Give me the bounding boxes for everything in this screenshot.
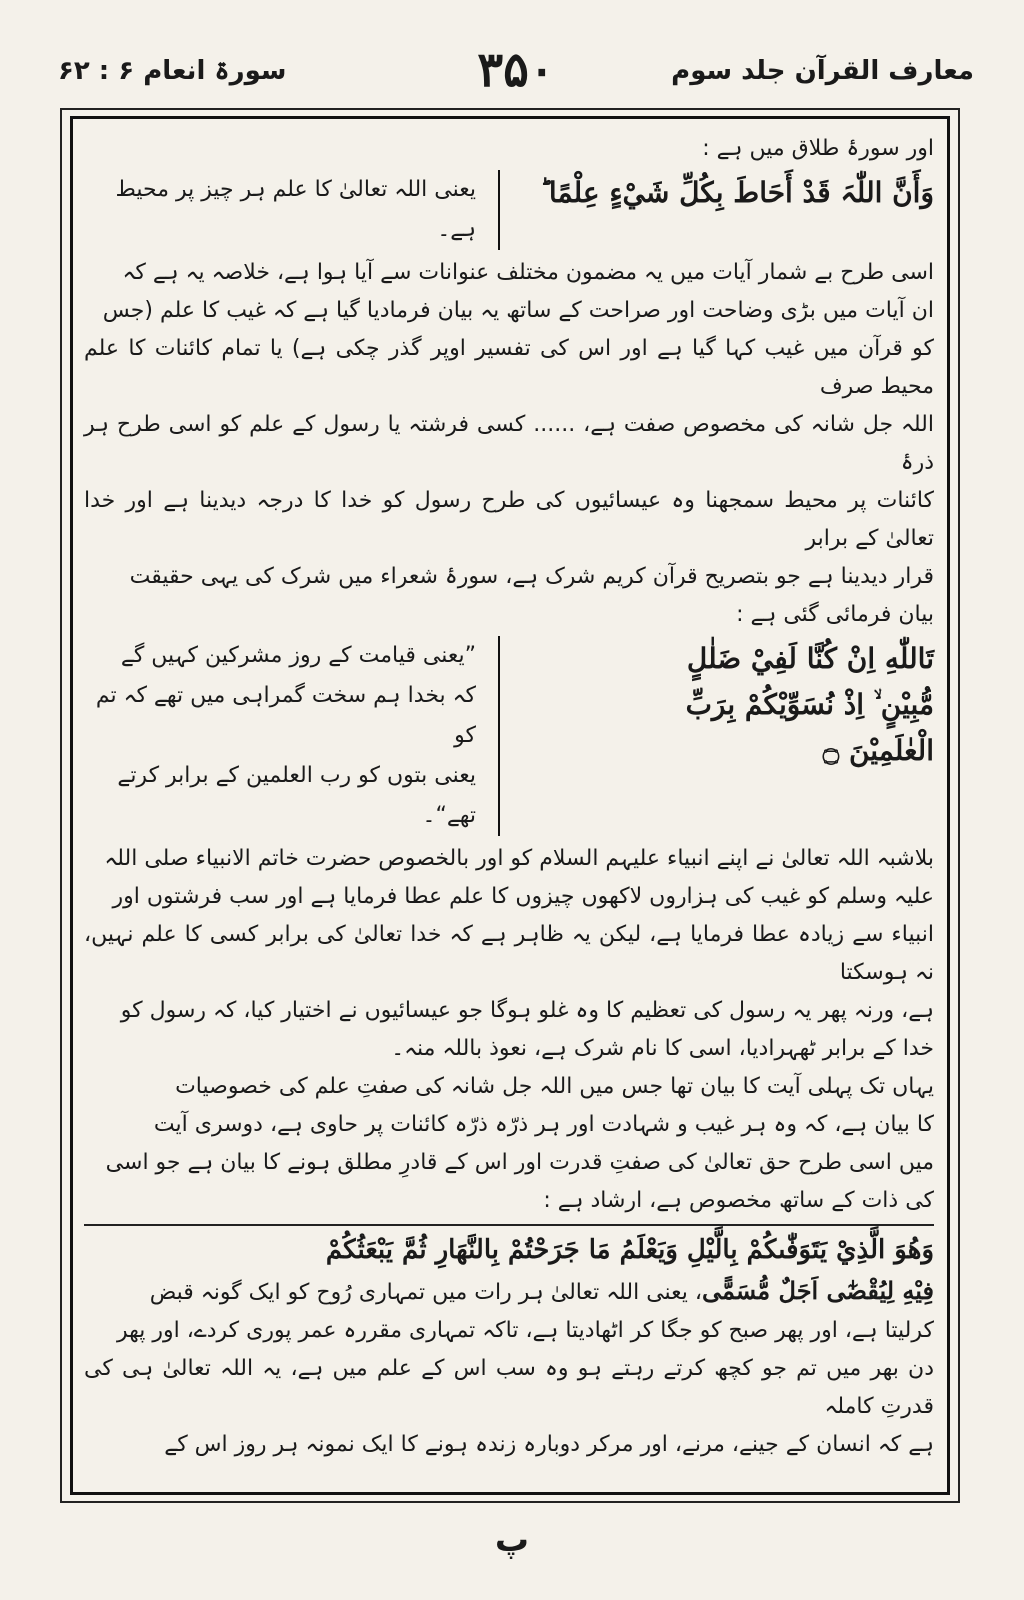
translation-line: ”یعنی قیامت کے روز مشرکین کہیں گے bbox=[120, 643, 476, 668]
paragraph-line bbox=[84, 1272, 934, 1312]
intro-line: اور سورۂ طلاق میں ہے : bbox=[702, 136, 934, 161]
verse-arabic-line: تَاللّٰهِ اِنْ كُنَّا لَفِيْ ضَلٰلٍ bbox=[686, 642, 934, 675]
running-header bbox=[58, 42, 974, 108]
paragraph-line: کو قرآن میں غیب کہا گیا ہے اور اس کی تفسیر اوپر گذر چکی ہے) یا تمام کائنات کا علم محیط صرف bbox=[84, 336, 934, 399]
page-number: ۳۵۰ bbox=[477, 42, 555, 98]
verse-translation-1: یعنی اللہ تعالیٰ کا علم ہر چیز پر محیط ہے۔ bbox=[115, 177, 476, 242]
verse-arabic-3: وَهُوَ الَّذِيْ يَتَوَفّٰىكُمْ بِالَّيْلِ وَيَعْلَمُ مَا جَرَحْتُمْ بِالنَّهَارِ ثُمَّ يَبْعَثُكُمْ bbox=[84, 1224, 934, 1272]
verse-arabic-2 bbox=[498, 636, 934, 836]
verse-arabic-line: مُّبِيْنٍ ۙ اِذْ نُسَوِّيْكُمْ بِرَبِّ bbox=[685, 688, 934, 721]
paragraph-line: اللہ جل شانہ کی مخصوص صفت ہے، ...... کسی فرشتہ یا رسول کے علم کو اسی طرح ہر ذرۂ bbox=[84, 412, 934, 475]
paragraph-line: قرار دیدینا ہے جو بتصریح قرآن کریم شرک ہے، سورۂ شعراء میں شرک کی یہی حقیقت bbox=[129, 564, 934, 589]
paragraph-line: دن بھر میں تم جو کچھ کرتے رہتے ہو وہ سب اس کے علم میں ہے، یہ اللہ تعالیٰ ہی کی قدرتِ کاملہ bbox=[84, 1356, 934, 1419]
verse-arabic-line: الْعٰلَمِيْنَ ۝ bbox=[822, 734, 934, 767]
paragraph-line: کا بیان ہے، کہ وہ ہر غیب و شہادت اور ہر ذرّہ ذرّہ کائنات پر حاوی ہے، دوسری آیت bbox=[153, 1112, 934, 1137]
paragraph-line: ہے کہ انسان کے جینے، مرنے، اور مرکر دوبارہ زندہ ہونے کا ایک نمونہ ہر روز اس کے bbox=[164, 1432, 934, 1457]
book-title: معارف القرآن جلد سوم bbox=[671, 56, 974, 86]
page-body bbox=[84, 130, 934, 1464]
paragraph-line: ہے، ورنہ پھر یہ رسول کی تعظیم کا وہ غلو ہوگا جو عیسائیوں نے اختیار کیا، کہ رسول کو bbox=[120, 998, 934, 1023]
translation-start: ، یعنی اللہ تعالیٰ ہر رات میں تمہاری رُوح کو ایک گونہ قبض bbox=[149, 1280, 703, 1305]
paragraph-line: کائنات پر محیط سمجھنا وہ عیسائیوں کی طرح رسول کو خدا کا درجہ دیدینا ہے اور خدا تعالیٰ کے برابر bbox=[84, 488, 934, 551]
paragraph-line: کی ذات کے ساتھ مخصوص ہے، ارشاد ہے : bbox=[543, 1188, 934, 1213]
paragraph-line: یہاں تک پہلی آیت کا بیان تھا جس میں اللہ جل شانہ کی صفتِ علم کی خصوصیات bbox=[175, 1074, 934, 1099]
signature-mark: پ bbox=[494, 1520, 530, 1560]
paragraph-line: میں اسی طرح حق تعالیٰ کی صفتِ قدرت اور اس کے قادرِ مطلق ہونے کا بیان ہے جو اسی bbox=[105, 1150, 934, 1175]
paragraph-line: اسی طرح بے شمار آیات میں یہ مضمون مختلف عنوانات سے آیا ہوا ہے، خلاصہ یہ ہے کہ bbox=[122, 260, 934, 285]
paragraph-line: انبیاء سے زیادہ عطا فرمایا ہے، لیکن یہ ظاہر ہے کہ خدا تعالیٰ کی برابر کسی کا علم نہیں، نہ ہوسکتا bbox=[84, 922, 934, 985]
paragraph-line: خدا کے برابر ٹھہرادیا، اسی کا نام شرک ہے، نعوذ باللہ منہ۔ bbox=[391, 1036, 934, 1061]
surah-reference: سورۃ انعام ۶ : ۶۲ bbox=[58, 56, 287, 86]
translation-line: یعنی بتوں کو رب العلمین کے برابر کرتے تھے“۔ bbox=[117, 763, 476, 828]
paragraph-line: بیان فرمائی گئی ہے : bbox=[736, 602, 934, 627]
verse-arabic-1: وَأَنَّ اللّٰہَ قَدْ أَحَاطَ بِكُلِّ شَيْءٍ عِلْمًا ؕ bbox=[498, 170, 934, 250]
paragraph-line: بلاشبہ اللہ تعالیٰ نے اپنے انبیاء علیہم السلام کو اور بالخصوص حضرت خاتم الانبیاء صلی اللہ bbox=[104, 846, 934, 871]
verse-translation-2 bbox=[84, 636, 498, 836]
paragraph-line: کرلیتا ہے، اور پھر صبح کو جگا کر اٹھادیتا ہے، تاکہ تمہاری مقررہ عمر پوری کردے، اور پھر bbox=[117, 1318, 934, 1343]
verse-block-2 bbox=[84, 636, 934, 836]
paragraph-line: علیہ وسلم کو غیب کی ہزاروں لاکھوں چیزوں کا علم عطا فرمایا ہے اور سب فرشتوں اور bbox=[112, 884, 934, 909]
translation-line: کہ بخدا ہم سخت گمراہی میں تھے کہ تم کو bbox=[95, 683, 476, 748]
paragraph-line: ان آیات میں بڑی وضاحت اور صراحت کے ساتھ یہ بیان فرمادیا گیا ہے کہ غیب کا علم (جس bbox=[102, 298, 934, 323]
verse-arabic-lead: فِيْهِ لِيُقْضٰٓى اَجَلٌ مُّسَمًّى bbox=[702, 1276, 934, 1305]
verse-block-1 bbox=[84, 170, 934, 250]
